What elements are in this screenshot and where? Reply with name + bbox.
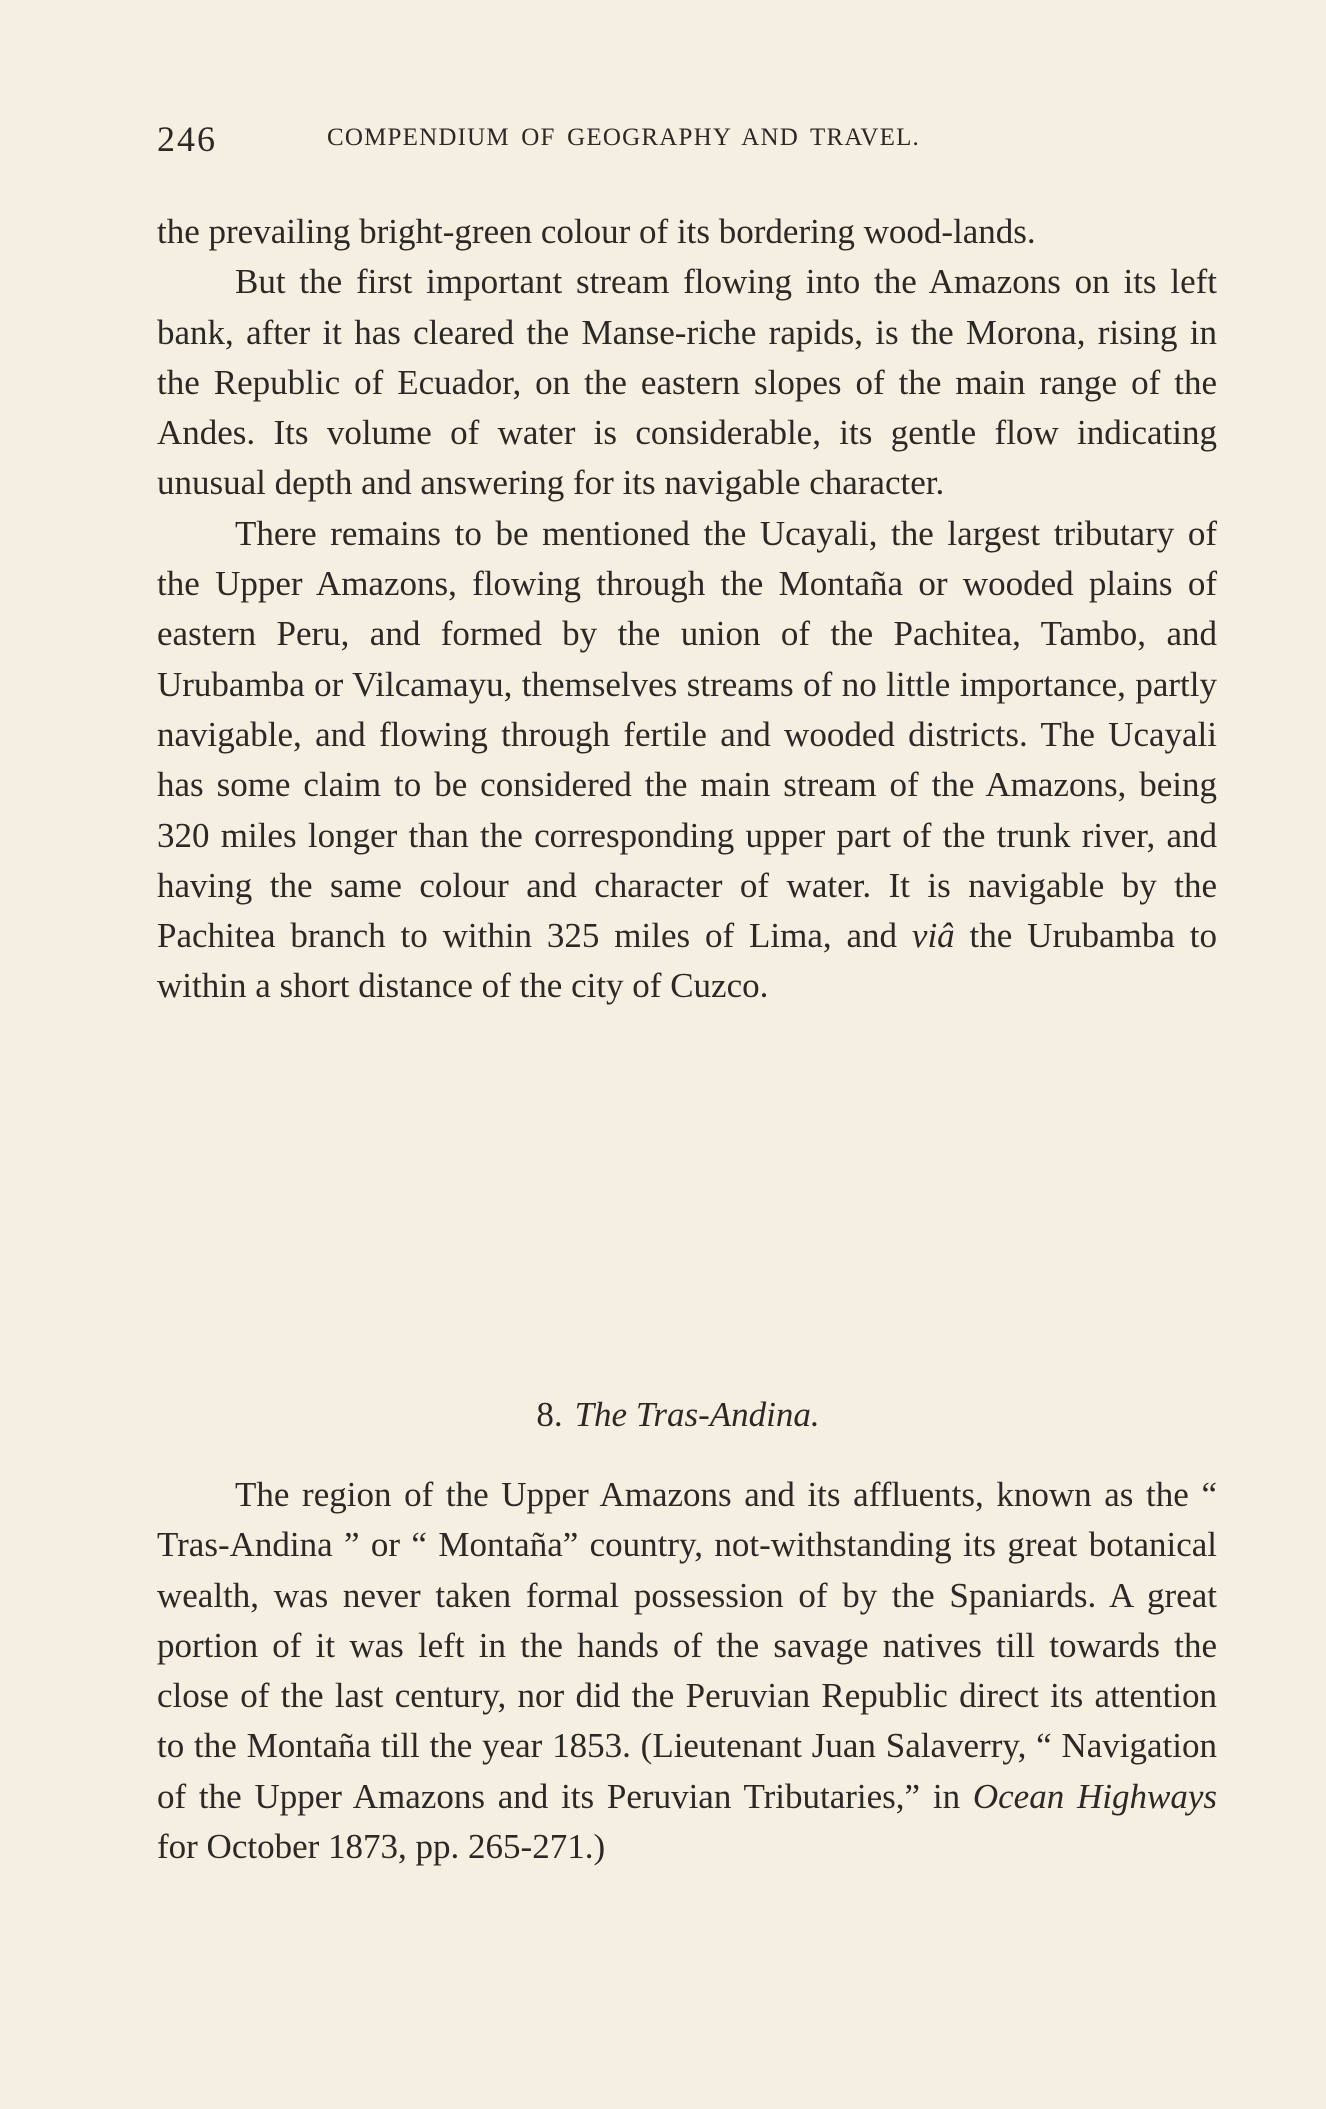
- paragraph-tras-andina-text-2: for October 1873, pp. 265-271.): [157, 1827, 606, 1867]
- section-number: 8.: [536, 1395, 563, 1434]
- paragraph-ucayali: [157, 509, 1217, 1012]
- italic-via: viâ: [911, 916, 955, 956]
- paragraph-continuation: the prevailing bright-green colour of its bordering wood-lands.: [157, 212, 1036, 251]
- paragraph-tras-andina-text-1: The region of the Upper Amazons and its affluents, known as the “ Tras-Andina ” or “ Montaña” country, not-withstanding its great botanical wealth, was never taken formal possession of by the Spaniards. A great portion of it was left in the hands of the savage natives till towards the close of the last century, nor did the Peruvian Republic direct its attention to the Montaña till the year 1853. (Lieutenant Juan Salaverry, “ Navigation of the Upper Amazons and its Peruvian Tributaries,” in: [157, 1475, 1217, 1816]
- running-title: COMPENDIUM OF GEOGRAPHY AND TRAVEL.: [327, 124, 921, 151]
- section-heading: [0, 1395, 1326, 1435]
- page-number: 246: [157, 119, 217, 159]
- section-title: The Tras-Andina.: [574, 1395, 820, 1434]
- body-text-lower: [157, 1470, 1217, 1872]
- paragraph-ucayali-text-1: There remains to be mentioned the Ucayali, the largest tributary of the Upper Amazons, flowing through the Montaña or wooded plains of eastern Peru, and formed by the union of the Pachitea, Tambo, and Urubamba or Vilcamayu, themselves streams of no little importance, partly navigable, and flowing through fertile and wooded districts. The Ucayali has some claim to be considered the main stream of the Amazons, being 320 miles longer than the corresponding upper part of the trunk river, and having the same colour and character of water. It is navigable by the Pachitea branch to within 325 miles of Lima, and: [157, 513, 1217, 956]
- body-text-upper: [157, 207, 1217, 1012]
- paragraph-tras-andina: [157, 1470, 1217, 1872]
- paragraph-ucayali-text-2: the Urubamba to within a short distance of the city of Cuzco.: [157, 916, 1217, 1006]
- italic-ocean-highways: Ocean Highways: [972, 1776, 1217, 1816]
- running-head: [157, 118, 1217, 158]
- paragraph-morona: But the first important stream flowing into the Amazons on its left bank, after it has cleared the Manse-riche rapids, is the Morona, rising in the Republic of Ecuador, on the eastern slopes of the main range of the Andes. Its volume of water is considerable, its gentle flow indicating unusual depth and answering for its navigable character.: [157, 262, 1217, 503]
